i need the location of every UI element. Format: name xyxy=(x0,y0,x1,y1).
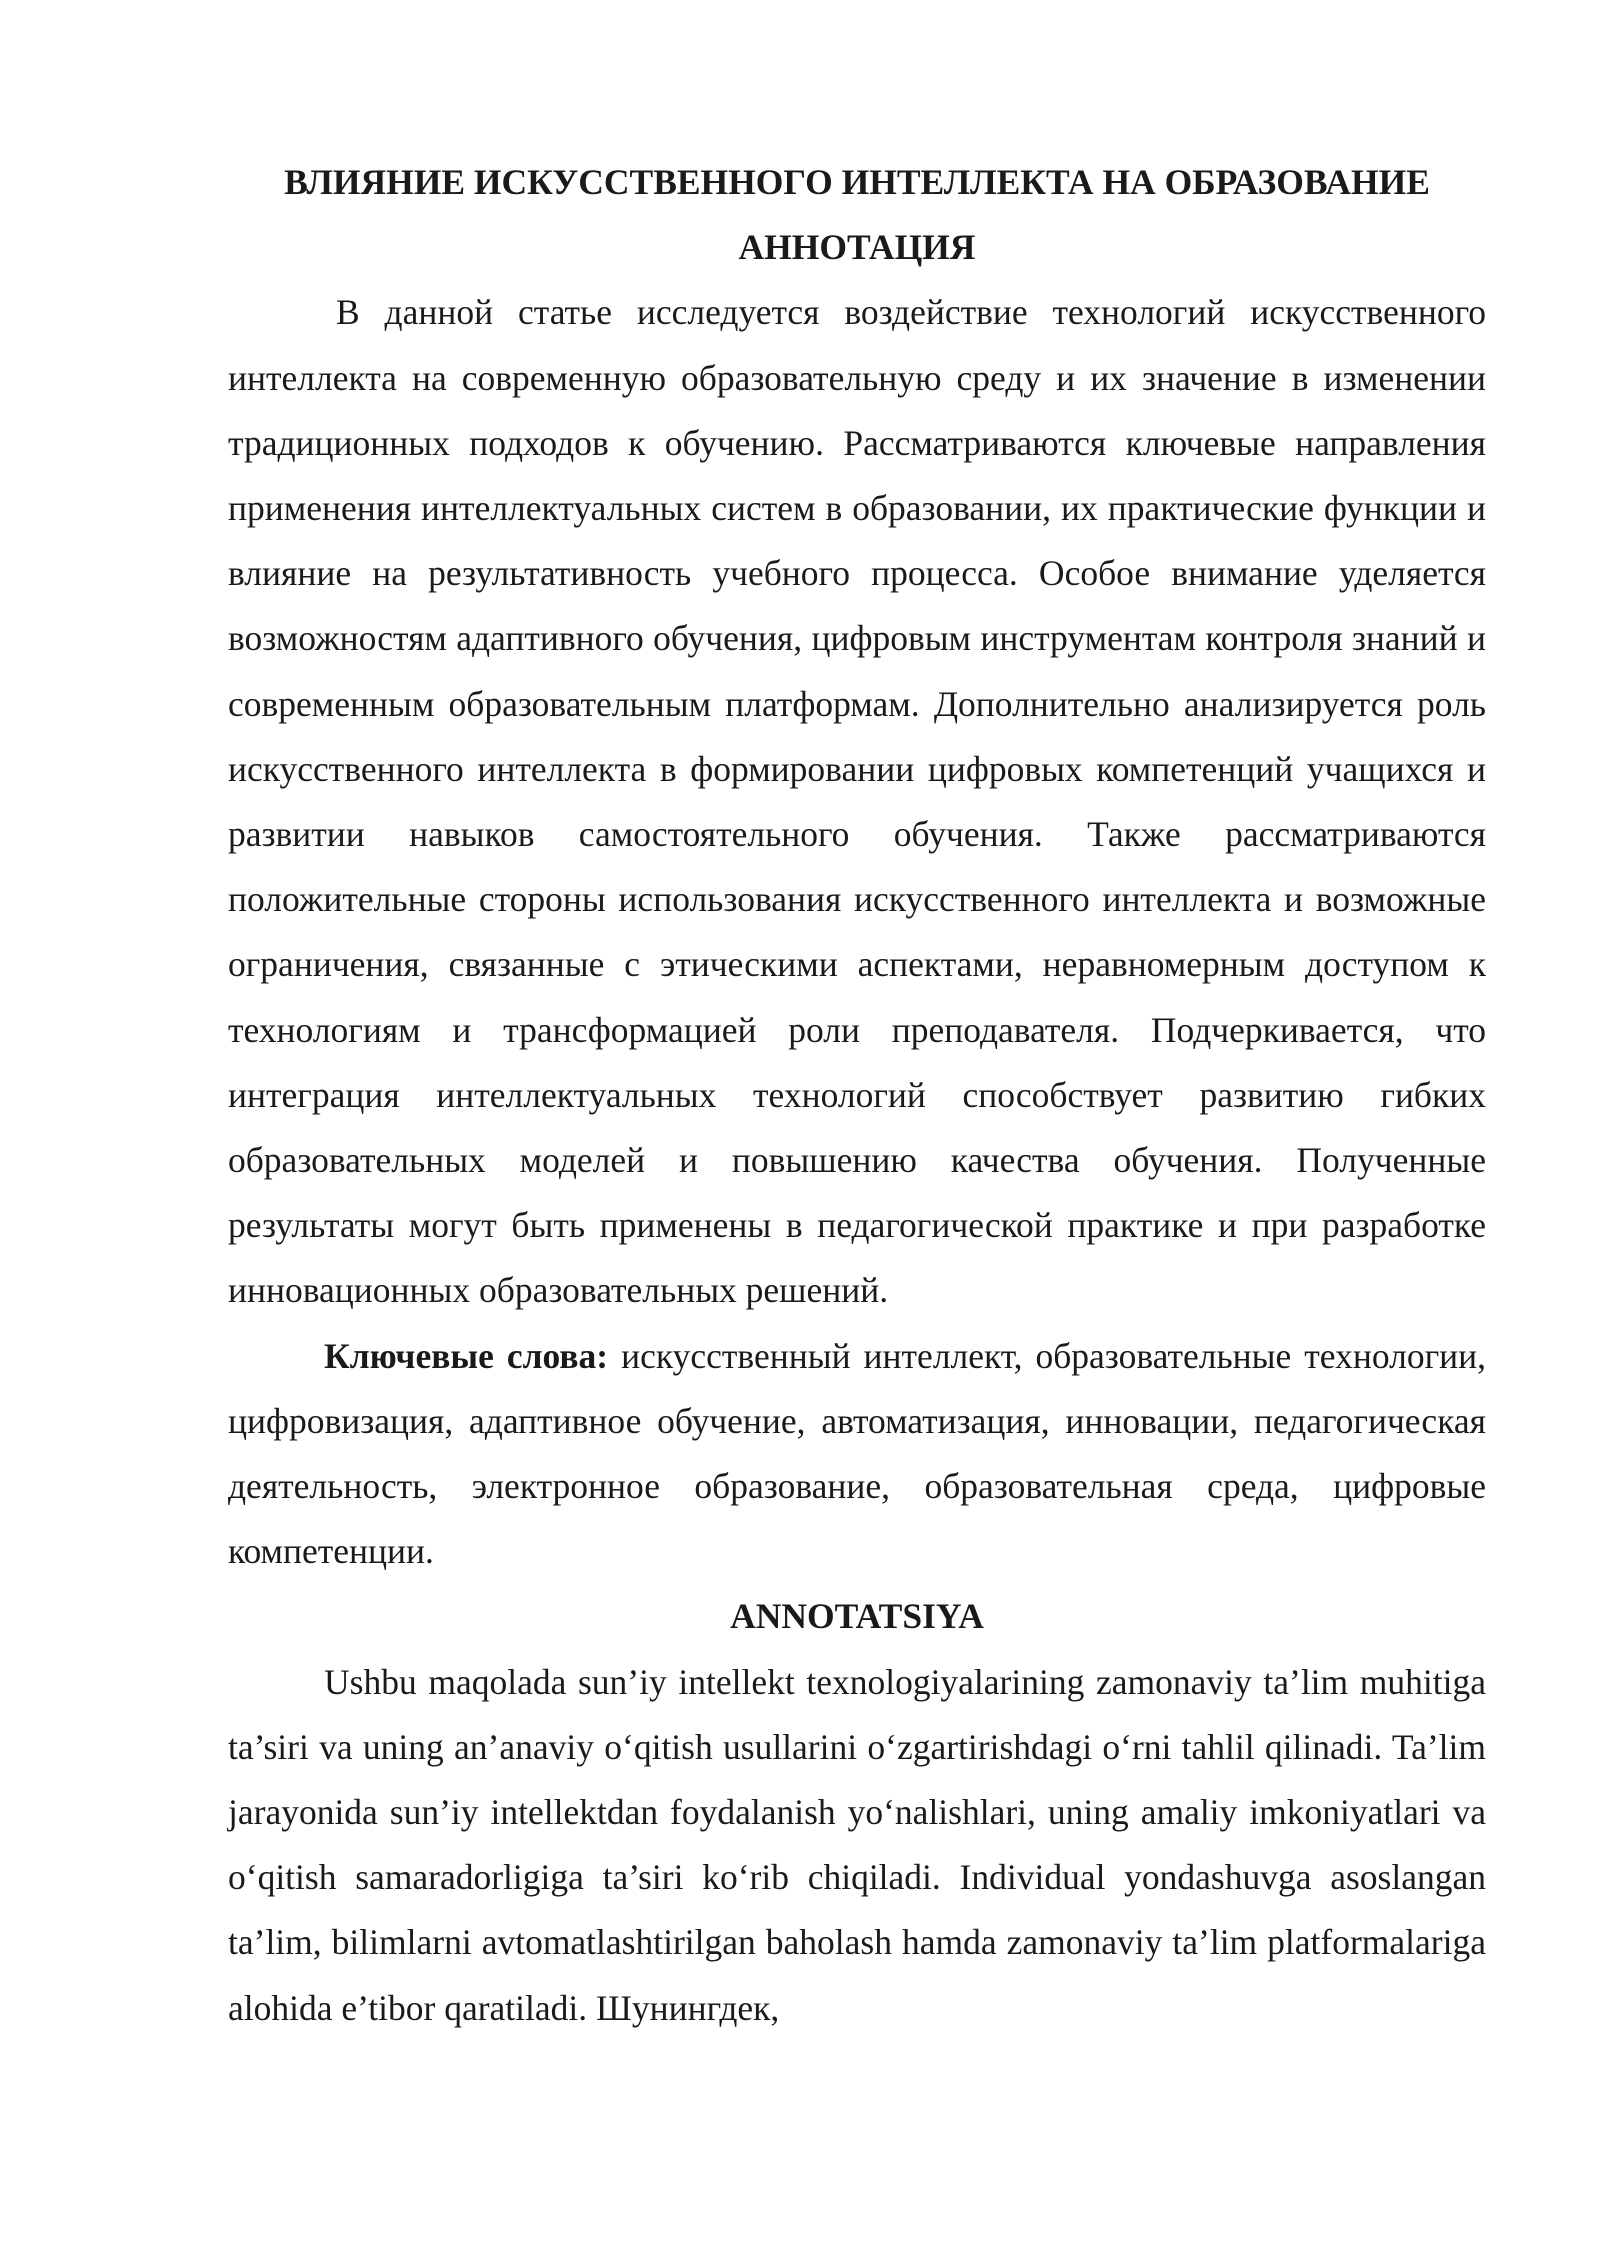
uz-abstract-heading: ANNOTATSIYA xyxy=(730,1596,984,1637)
article-title: ВЛИЯНИЕ ИСКУССТВЕННОГО ИНТЕЛЛЕКТА НА ОБРАЗОВАНИЕ xyxy=(284,162,1430,202)
ru-keywords-text: искусственный интеллект, образовательные технологии, цифровизация, адаптивное обучение, автоматизация, инновации, педагогическая деятельность, электронное образование, образовательная среда, цифровые компетенции. xyxy=(228,1335,1487,1572)
ru-keywords-label: Ключевые слова: xyxy=(324,1335,609,1376)
ru-abstract-text: В данной статье исследуется воздействие технологий искусственного интеллекта на современную образовательную среду и их значение в изменении традиционных подходов к обучению. Рассматриваются ключевые направления применения интеллектуальных систем в образовании, их практические функции и влияние на результативность учебного процесса. Особое внимание уделяется возможностям адаптивного обучения, цифровым инструментам контроля знаний и современным образовательным платформам. Дополнительно анализируется роль искусственного интеллекта в формировании цифровых компетенций учащихся и развитии навыков самостоятельного обучения. Также рассматриваются положительные стороны использования искусственного интеллекта и возможные ограничения, связанные с этическими аспектами, неравномерным доступом к технологиям и трансформацией роли преподавателя. Подчеркивается, что интеграция интеллектуальных технологий способствует развитию гибких образовательных моделей и повышению качества обучения. Полученные результаты могут быть применены в педагогической практике и при разработке инновационных образовательных решений. xyxy=(228,292,1486,1311)
ru-keywords xyxy=(228,1324,1486,1585)
document-page xyxy=(228,150,1486,2041)
uz-abstract-text: Ushbu maqolada sun’iy intellekt texnologiyalarining zamonaviy ta’lim muhitiga ta’siri va uning an’anaviy o‘qitish usullarini o‘zgartirishdagi o‘rni tahlil qilinadi. Ta’lim jarayonida sun’iy intellektdan foydalanish yo‘nalishlari, uning amaliy imkoniyatlari va o‘qitish samaradorligiga ta’siri ko‘rib chiqiladi. Individual yondashuvga asoslangan ta’lim, bilimlarni avtomatlashtirilgan baholash hamda zamonaviy ta’lim platformalariga alohida e’tibor qaratiladi. Шунингдек, xyxy=(228,1661,1486,2028)
ru-abstract-heading: АННОТАЦИЯ xyxy=(738,227,976,268)
